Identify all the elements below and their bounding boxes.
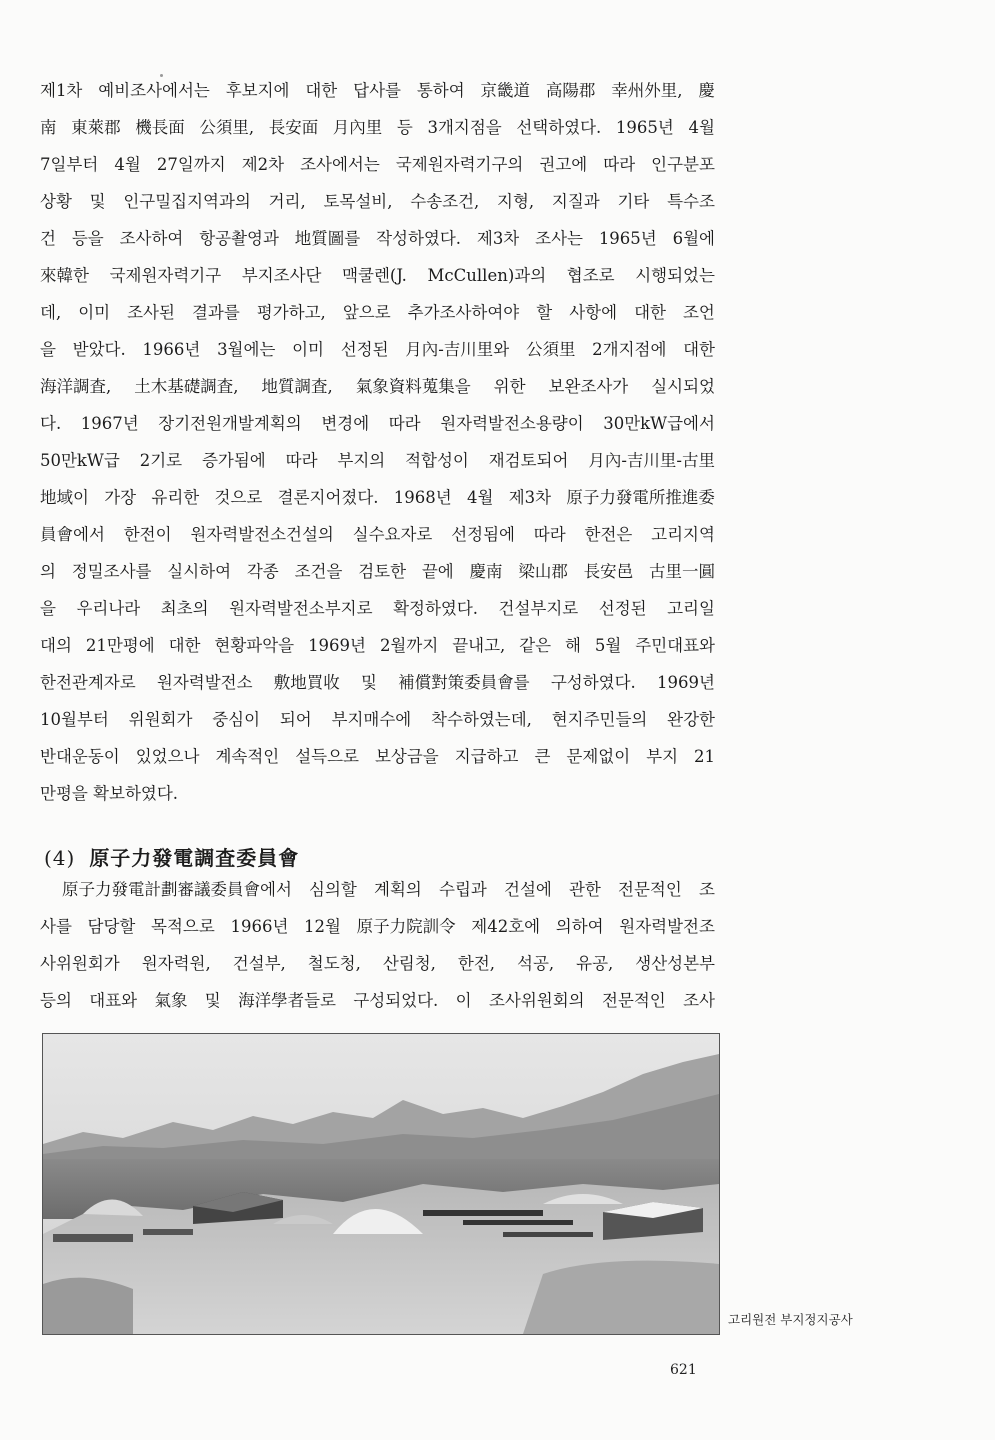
text-line: 地域이 가장 유리한 것으로 결론지어졌다. 1968년 4월 제3차 原子力發電所推進委	[40, 488, 715, 507]
text-line: 다. 1967년 장기전원개발계획의 변경에 따라 원자력발전소용량이 30만kW급에서	[40, 414, 715, 433]
paragraph-1	[40, 72, 715, 812]
text-line: 만평을 확보하였다.	[40, 784, 179, 803]
scan-speck	[160, 74, 163, 77]
page-number: 621	[670, 1362, 697, 1378]
text-line: 의 정밀조사를 실시하여 각종 조건을 검토한 끝에 慶南 梁山郡 長安邑 古里一圓	[40, 562, 715, 581]
section-title: 原子力發電調査委員會	[89, 846, 300, 870]
text-line: 대의 21만평에 대한 현황파악을 1969년 2월까지 끝내고, 같은 해 5월 주민대표와	[40, 636, 715, 655]
text-line: 員會에서 한전이 원자력발전소건설의 실수요자로 선정됨에 따라 한전은 고리지역	[40, 525, 715, 544]
text-line: 來韓한 국제원자력기구 부지조사단 맥쿨렌(J. McCullen)과의 협조로 시행되었는	[40, 266, 715, 285]
text-line: 을 받았다. 1966년 3월에는 이미 선정된 月內-吉川里와 公須里 2개지점에 대한	[40, 340, 715, 359]
text-line: 을 우리나라 최초의 원자력발전소부지로 확정하였다. 건설부지로 선정된 고리일	[40, 599, 715, 618]
text-line: 7일부터 4월 27일까지 제2차 조사에서는 국제원자력기구의 권고에 따라 인구분포	[40, 155, 715, 174]
text-line: 原子力發電計劃審議委員會에서 심의할 계획의 수립과 건설에 관한 전문적인 조	[62, 880, 715, 899]
text-line: 한전관계자로 원자력발전소 敷地買收 및 補償對策委員會를 구성하였다. 1969년	[40, 673, 715, 692]
text-line: 상황 및 인구밀집지역과의 거리, 토목설비, 수송조건, 지형, 지질과 기타 특수조	[40, 192, 715, 211]
text-line: 10월부터 위원회가 중심이 되어 부지매수에 착수하였는데, 현지주민들의 완강한	[40, 710, 715, 729]
text-line: 데, 이미 조사된 결과를 평가하고, 앞으로 추가조사하여야 할 사항에 대한 조언	[40, 303, 715, 322]
text-line: 건 등을 조사하여 항공촬영과 地質圖를 작성하였다. 제3차 조사는 1965년 6월에	[40, 229, 715, 248]
photo-caption: 고리원전 부지정지공사	[728, 1312, 853, 1327]
text-line: 등의 대표와 氣象 및 海洋學者들로 구성되었다. 이 조사위원회의 전문적인 조사	[40, 991, 715, 1010]
construction-site-photo	[42, 1033, 720, 1335]
text-line: 海洋調査, 土木基礎調査, 地質調査, 氣象資料蒐集을 위한 보완조사가 실시되었	[40, 377, 715, 396]
section-paragraph	[40, 871, 715, 1019]
text-line: 50만kW급 2기로 증가됨에 따라 부지의 적합성이 재검토되어 月內-吉川里-古里	[40, 451, 715, 470]
text-line: 사를 담당할 목적으로 1966년 12월 原子力院訓令 제42호에 의하여 원자력발전조	[40, 917, 715, 936]
text-line: 南 東萊郡 機長面 公須里, 長安面 月內里 등 3개지점을 선택하였다. 1965년 4월	[40, 118, 715, 137]
text-line: 제1차 예비조사에서는 후보지에 대한 답사를 통하여 京畿道 高陽郡 幸州外里, 慶	[40, 81, 715, 100]
section-heading	[44, 842, 299, 871]
section-number: (4)	[44, 846, 76, 870]
text-line: 사위원회가 원자력원, 건설부, 철도청, 산림청, 한전, 석공, 유공, 생산성본부	[40, 954, 715, 973]
text-line: 반대운동이 있었으나 계속적인 설득으로 보상금을 지급하고 큰 문제없이 부지 21	[40, 747, 715, 766]
photo-illustration	[43, 1034, 719, 1334]
